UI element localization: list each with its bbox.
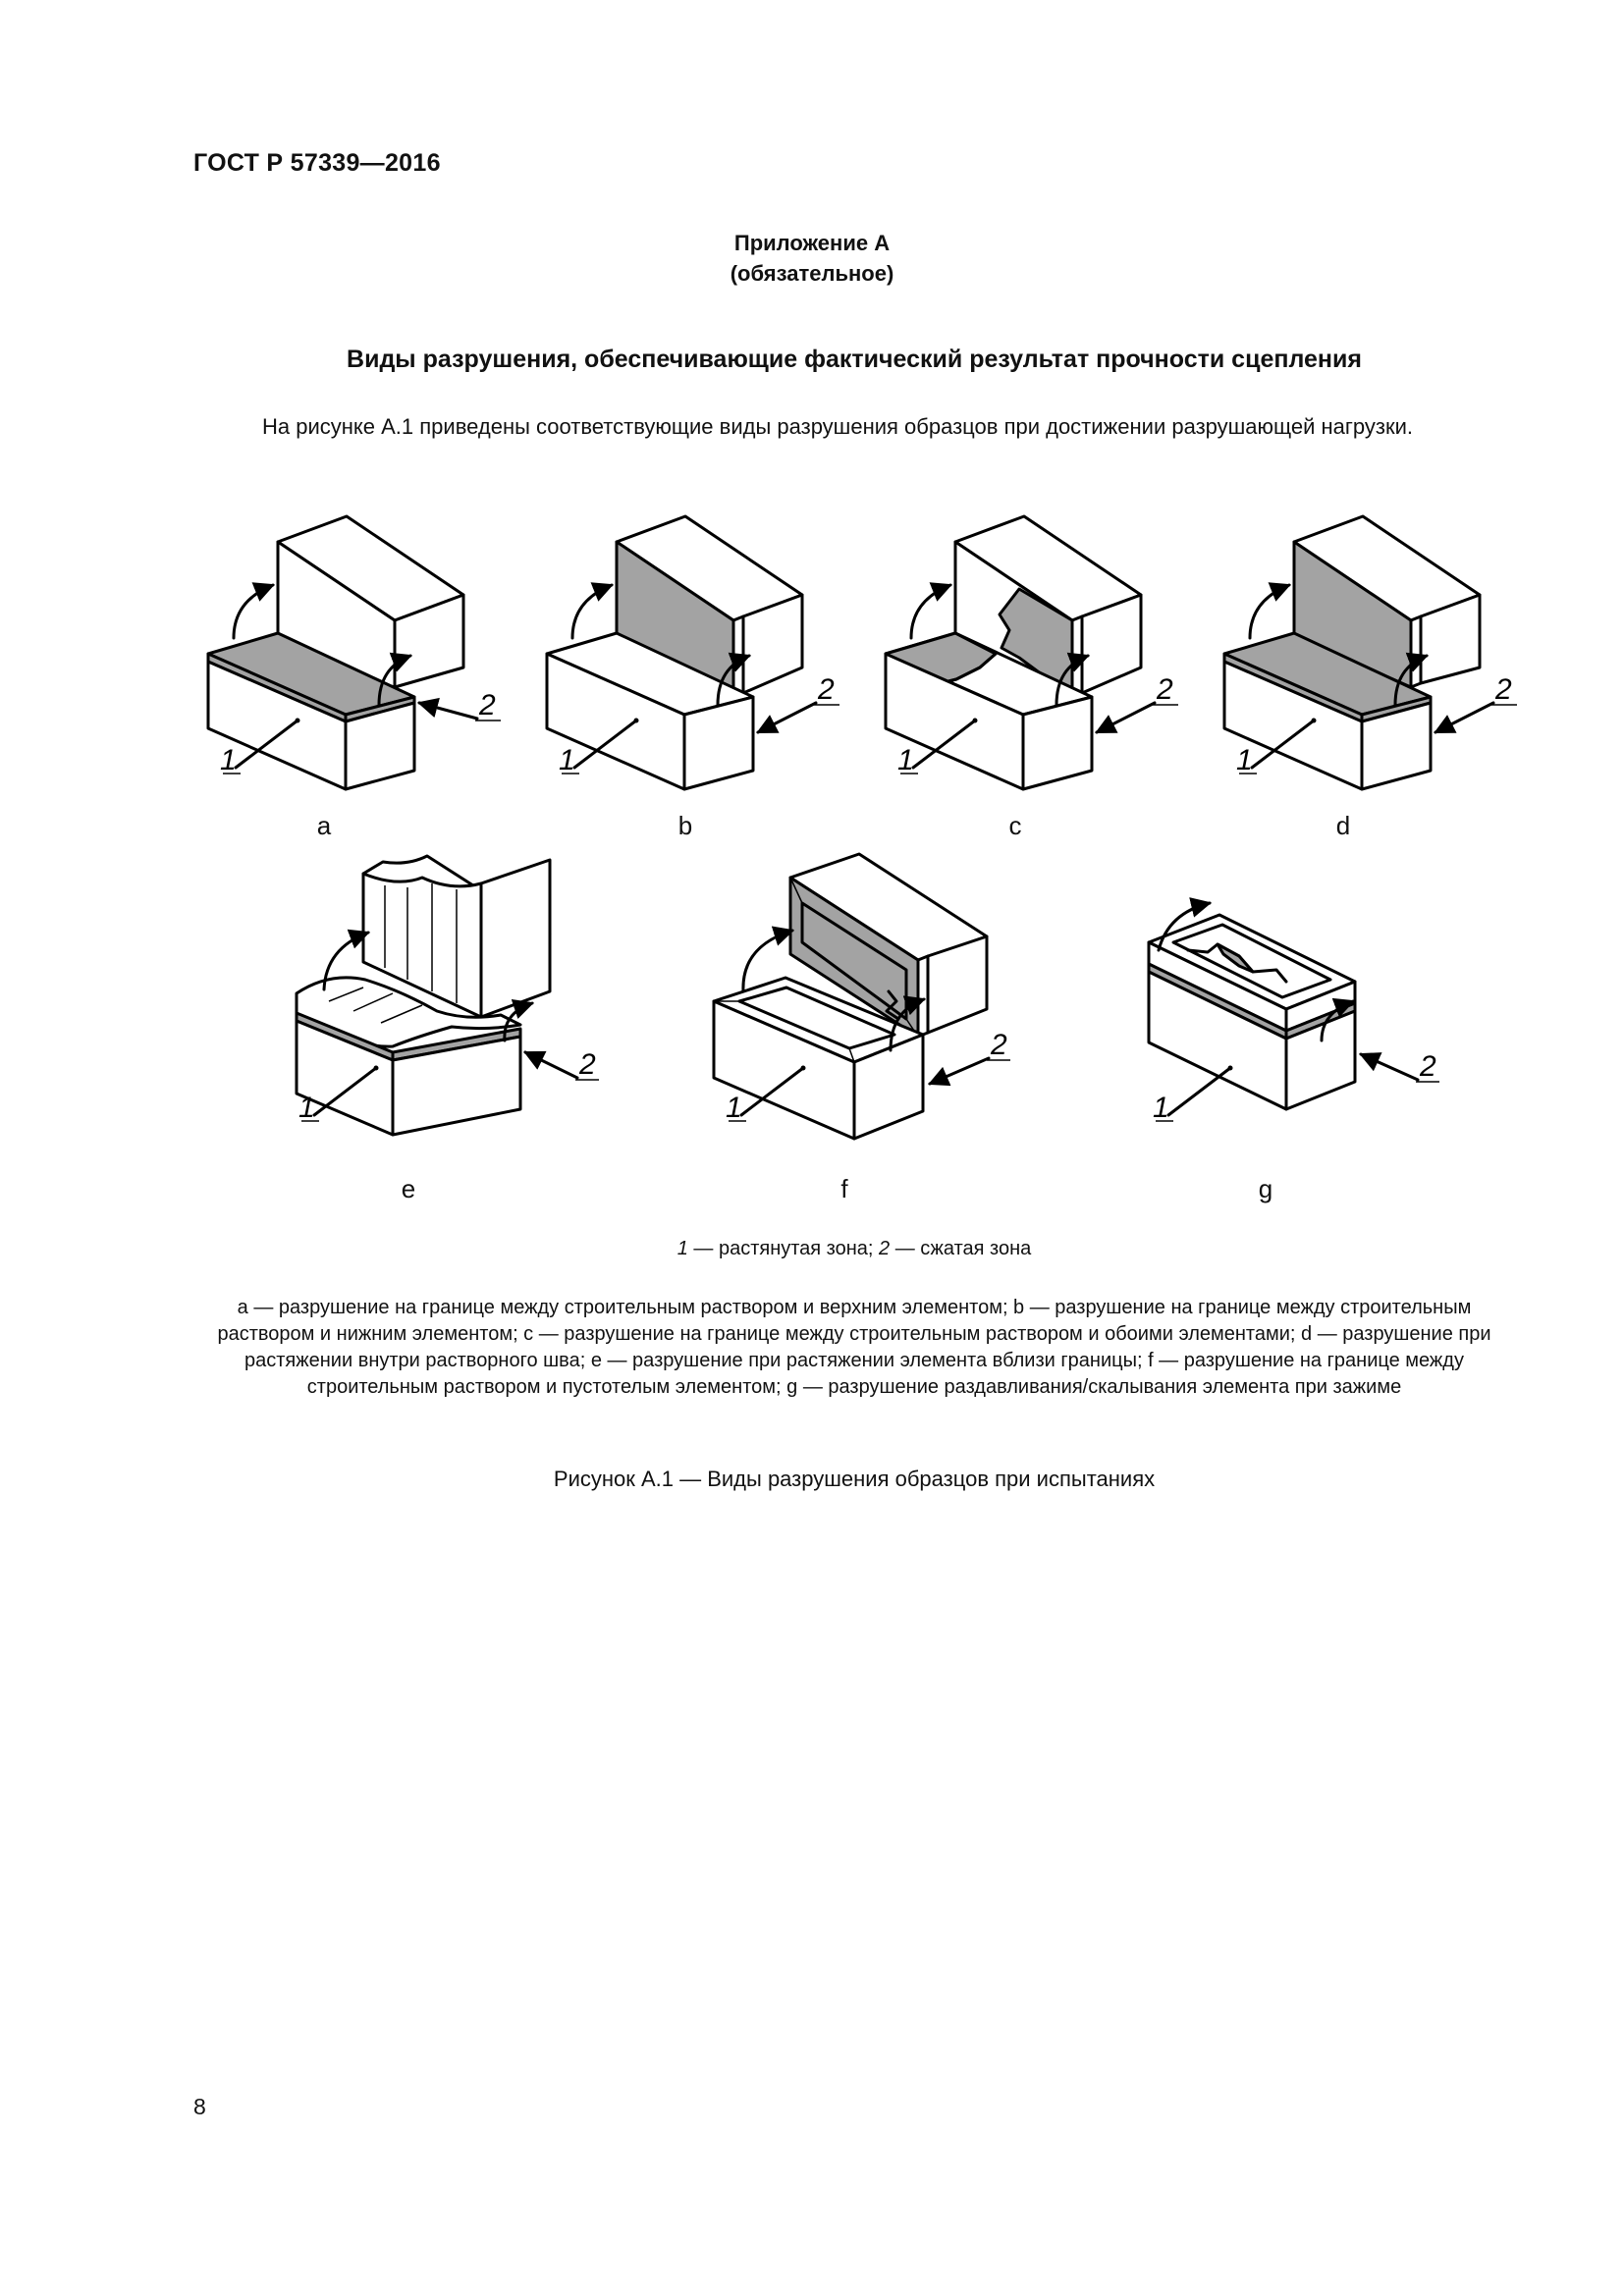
figure-description: a — разрушение на границе между строительным раствором и верхним элементом; b — разрушение на границе между строительным раствором и нижним элементом; c — разрушение на границе между строительным раствором и обоими элементами; d — разрушение при растяжении внутри растворного шва; e — разрушение при растяжении элемента вблизи границы; f — разрушение на границе между строительным раствором и пустотелым элементом; g — разрушение раздавливания/скалывания элемента при зажиме [217,1297,1491,1398]
appendix-title: Приложение А [733,231,891,255]
callout-1-dot [1228,1066,1233,1071]
page-number: 8 [193,2094,206,2119]
figure-e-diagram [275,844,609,1158]
sublabel-b: b [677,811,693,840]
sublabel-g: g [1258,1174,1273,1203]
callout-2-leader [1435,703,1493,732]
callout-2-number: 2 [479,689,496,721]
section-title: Виды разрушения, обеспечивающие фактический результат прочности сцепления [347,346,1362,373]
lower-block-side [1023,697,1092,789]
figure-caption: Рисунок А.1 — Виды разрушения образцов при испытаниях [553,1467,1156,1491]
callout-1-dot [634,719,639,723]
callout-2-leader [525,1052,577,1078]
legend-text-1: — растянутая зона; [687,1238,880,1259]
callout-1-dot [801,1066,806,1071]
lower-block-side [684,697,753,789]
callout-2-number: 2 [818,673,835,706]
callout-1-number: 1 [220,744,237,776]
tension-arrow [911,585,950,638]
callout-2-leader [758,703,816,732]
figure-legend [0,1238,1624,1260]
callout-1-number: 1 [559,744,575,776]
callout-1-number: 1 [1153,1092,1169,1124]
figure-c-diagram [874,510,1208,805]
tension-arrow [234,585,273,638]
callout-2-leader [1097,703,1155,732]
callout-1-dot [296,719,300,723]
sublabel-c: c [1008,811,1022,840]
callout-2-leader [930,1058,989,1084]
sublabel-d: d [1335,811,1351,840]
sublabel-f: f [840,1174,848,1203]
intro-paragraph: На рисунке А.1 приведены соответствующие виды разрушения образцов при достижении разрушающей нагрузки. [262,414,1414,439]
callout-1-number: 1 [298,1092,315,1124]
sublabel-a: a [316,811,332,840]
callout-1-dot [374,1066,379,1071]
appendix-status: (обязательное) [730,261,894,286]
callout-1-number: 1 [726,1092,742,1124]
figure-f-diagram [702,844,1036,1158]
callout-1-number: 1 [897,744,914,776]
tension-arrow [572,585,612,638]
figure-g-diagram [1129,844,1463,1158]
figure-d-diagram [1213,510,1546,805]
sublabel-e: e [401,1174,416,1203]
callout-1-leader [1168,1068,1230,1115]
callout-2-number: 2 [579,1048,596,1081]
callout-1-number: 1 [1236,744,1253,776]
callout-2-number: 2 [1495,673,1512,706]
document-header-code: ГОСТ Р 57339—2016 [193,149,441,177]
callout-2-number: 2 [991,1029,1007,1061]
legend-text-2: — сжатая зона [890,1238,1032,1259]
callout-2-leader [1361,1054,1418,1080]
callout-2-leader [419,703,477,719]
figure-a-diagram [196,510,530,805]
upper-block-side [481,860,550,1017]
figure-b-diagram [535,510,869,805]
callout-1-dot [1312,719,1317,723]
tension-arrow [1250,585,1289,638]
legend-number-2: 2 [879,1238,891,1259]
callout-1-dot [973,719,978,723]
appendix-heading [0,228,1624,289]
callout-2-number: 2 [1157,673,1173,706]
callout-2-number: 2 [1420,1050,1436,1083]
legend-number-1: 1 [677,1238,688,1259]
